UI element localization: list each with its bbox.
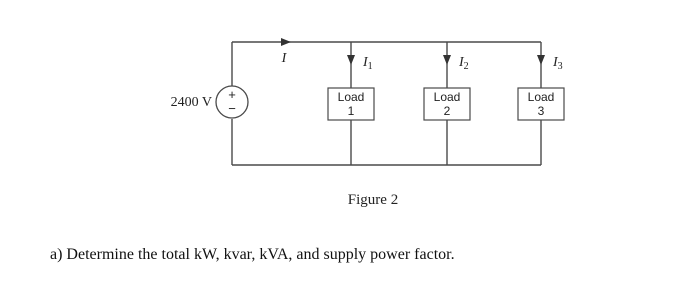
question-text: a) Determine the total kW, kvar, kVA, and supply power factor. bbox=[50, 246, 455, 263]
supply-current-arrow bbox=[281, 38, 291, 46]
source-voltage-label: 2400 V bbox=[170, 95, 212, 110]
circuit-wires bbox=[232, 42, 541, 165]
supply-current-label: I bbox=[281, 51, 287, 66]
load-1 bbox=[328, 88, 374, 120]
load-2-number: 2 bbox=[443, 104, 451, 118]
load-3 bbox=[518, 88, 564, 120]
branch-2-current-arrow bbox=[443, 55, 451, 65]
branch-1-current-label: $I_1$ bbox=[363, 55, 373, 72]
branch-3-current-arrow bbox=[537, 55, 545, 65]
figure-caption: Figure 2 bbox=[347, 192, 399, 208]
branch-2-current-label: $I_2$ bbox=[459, 55, 469, 72]
load-1-label: Load bbox=[337, 90, 365, 104]
load-1-number: 1 bbox=[347, 104, 355, 118]
source-minus-sign: − bbox=[228, 101, 236, 116]
load-2-label: Load bbox=[433, 90, 461, 104]
branch-3-current-label: $I_3$ bbox=[553, 55, 563, 72]
voltage-source bbox=[171, 86, 248, 118]
source-plus-sign: + bbox=[228, 87, 236, 102]
load-3-number: 3 bbox=[537, 104, 545, 118]
load-3-label: Load bbox=[527, 90, 555, 104]
branch-1-current-arrow bbox=[347, 55, 355, 65]
load-2 bbox=[424, 88, 470, 120]
